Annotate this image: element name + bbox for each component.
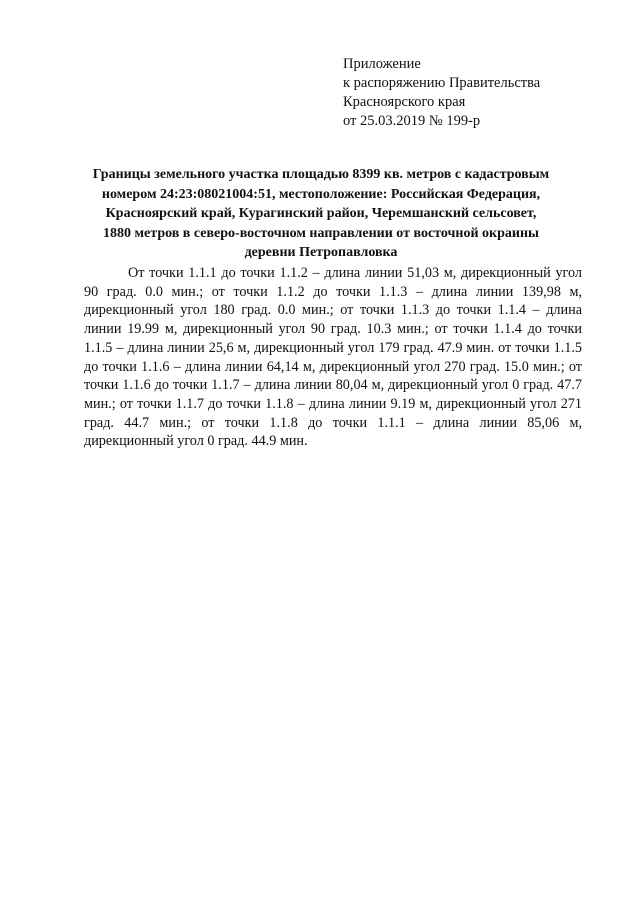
title-line: деревни Петропавловка: [244, 245, 398, 260]
title-line: Границы земельного участка площадью 8399 кв. метров с кадастровым: [92, 167, 550, 182]
appendix-header: [343, 55, 603, 131]
document-title: [76, 165, 566, 263]
title-line: Красноярский край, Курагинский район, Черемшанский сельсовет,: [105, 206, 537, 221]
appendix-line-order: к распоряжению Правительства: [343, 75, 541, 91]
appendix-line-region: Красноярского края: [343, 94, 466, 110]
title-line: номером 24:23:08021004:51, местоположение: Российская Федерация,: [101, 186, 541, 202]
boundary-description-paragraph: От точки 1.1.1 до точки 1.1.2 – длина линии 51,03 м, дирекционный угол 90 град. 0.0 мин.; от точки 1.1.2 до точки 1.1.3 – длина линии 139,98 м, дирекционный угол 180 град. 0.0 мин.; от точки 1.1.3 до точки 1.1.4 – длина линии 19.99 м, дирекционный угол 90 град. 10.3 мин.; от точки 1.1.4 до точки 1.1.5 – длина линии 25,6 м, дирекционный угол 179 град. 47.9 мин. от точки 1.1.5 до точки 1.1.6 – длина линии 64,14 м, дирекционный угол 270 град. 15.0 мин.; от точки 1.1.6 до точки 1.1.7 – длина линии 80,04 м, дирекционный угол 0 град. 47.7 мин.; от точки 1.1.7 до точки 1.1.8 – длина линии 9.19 м, дирекционный угол 271 град. 44.7 мин.; от точки 1.1.8 до точки 1.1.1 – длина линии 85,06 м, дирекционный угол 0 град. 44.9 мин.: [84, 265, 582, 450]
appendix-line-title: Приложение: [343, 56, 421, 72]
appendix-line-date-number: от 25.03.2019 № 199-р: [343, 113, 481, 129]
title-line: 1880 метров в северо-восточном направлении от восточной окраины: [103, 225, 539, 241]
